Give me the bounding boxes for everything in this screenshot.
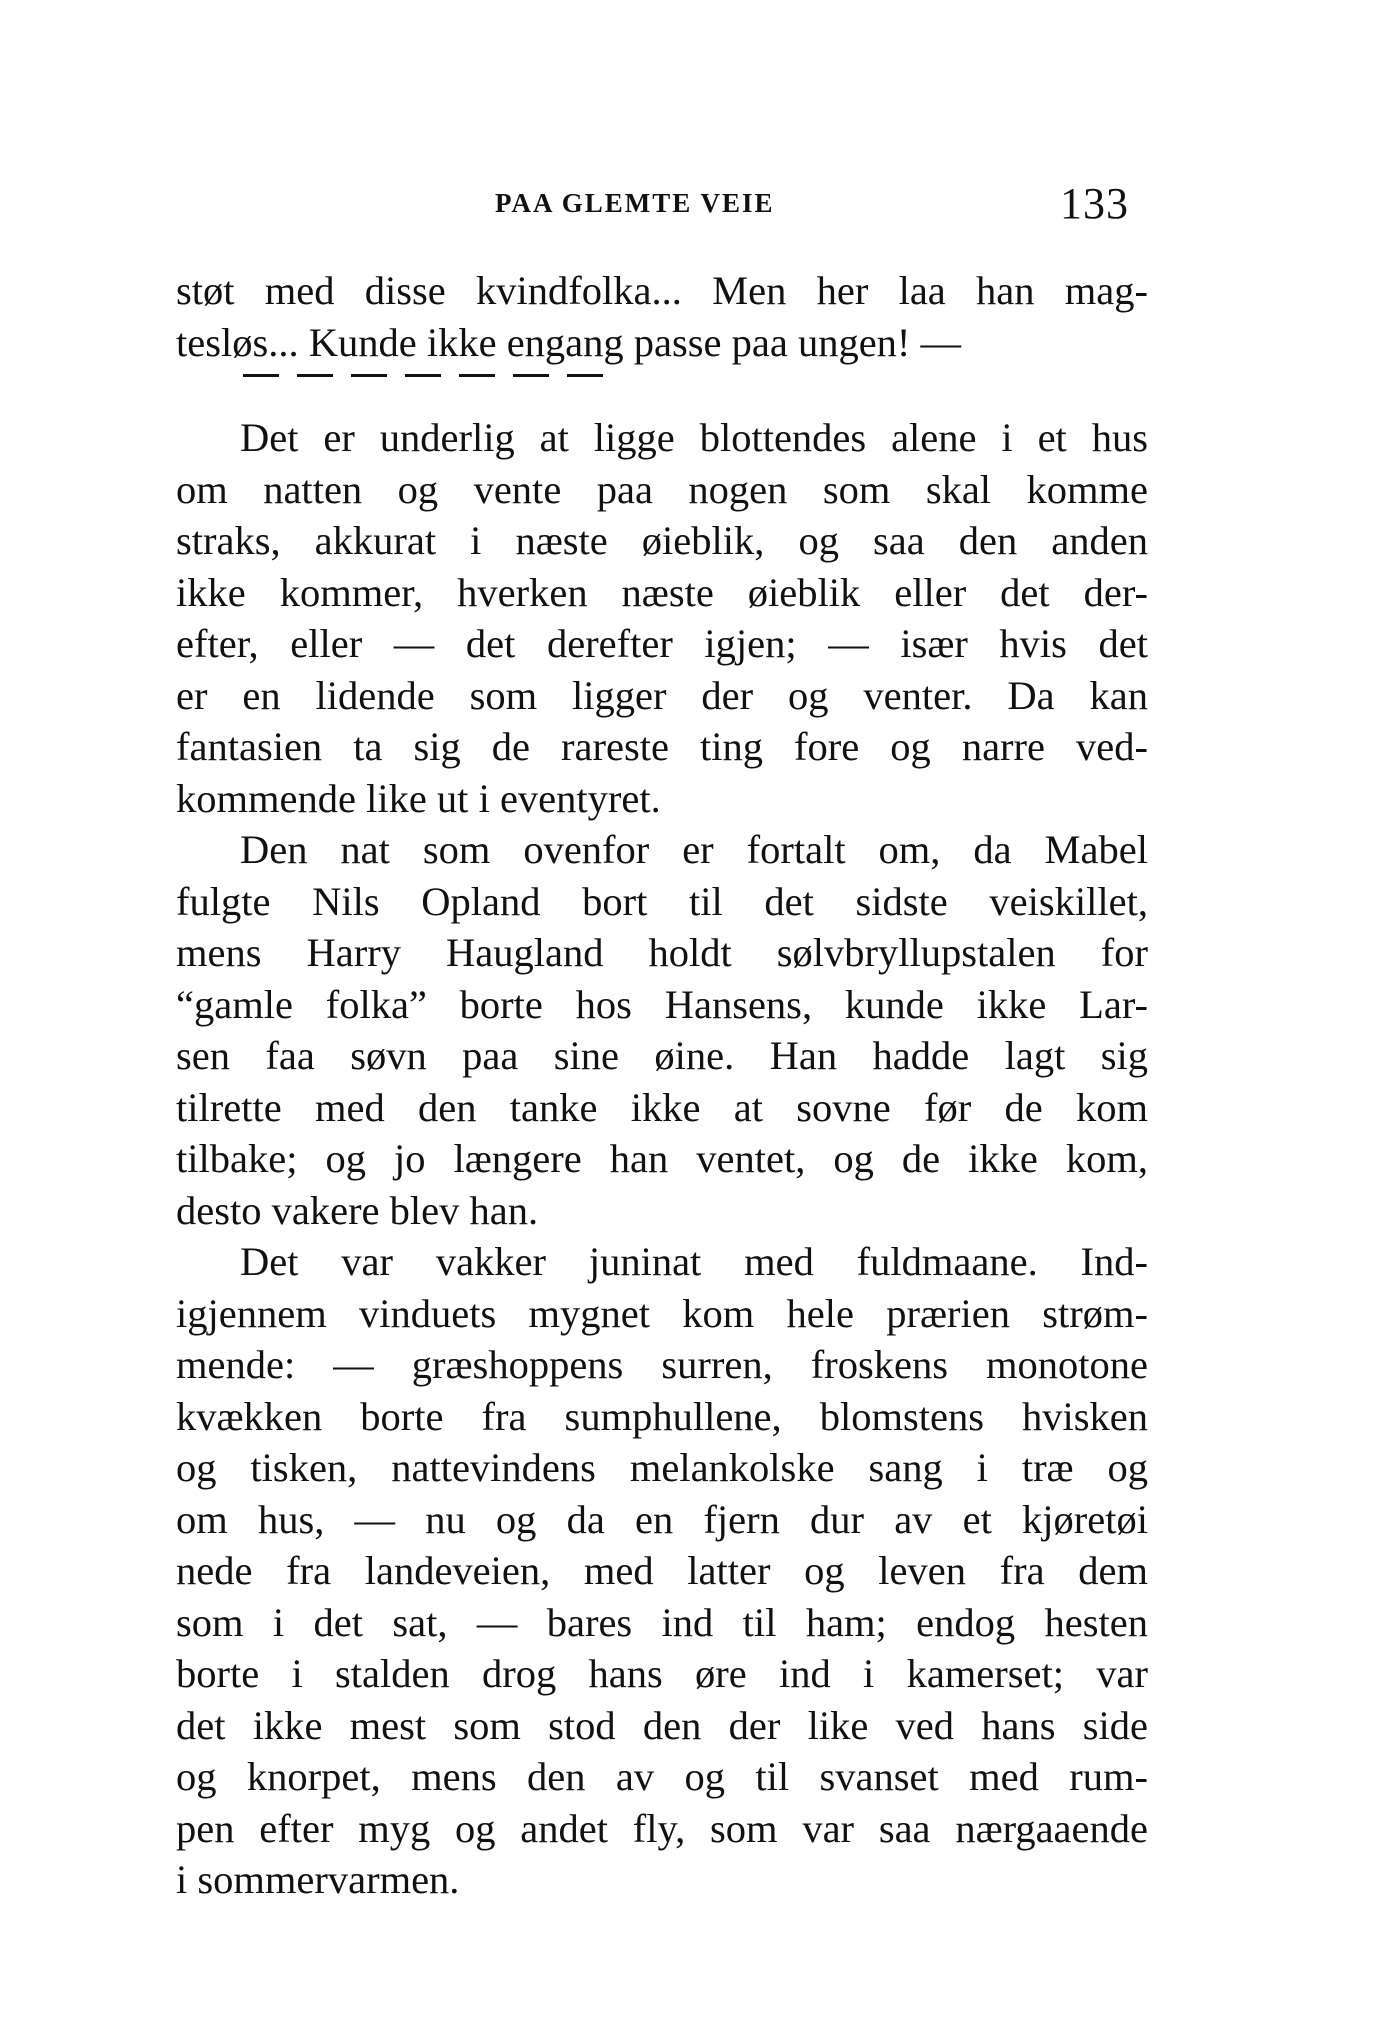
text-line: straks, akkurat i næste øieblik, og saa den anden: [176, 518, 1148, 563]
text-line: kvækken borte fra sumphullene, blomstens hvisken: [176, 1393, 1148, 1439]
section-break-dash: [513, 374, 549, 377]
section-break-dash: [243, 374, 279, 377]
section-break: [176, 368, 1148, 412]
section-break-dash: [567, 374, 603, 377]
running-title: PAA GLEMTE VEIE: [495, 188, 775, 218]
text-line: ikke kommer, hverken næste øieblik eller det der-: [176, 569, 1148, 615]
text-line: tilrette med den tanke ikke at sovne før de kom: [176, 1084, 1148, 1130]
text-line: mens Harry Haugland holdt sølvbryllupstalen for: [176, 930, 1148, 975]
text-line: om natten og vente paa nogen som skal komme: [176, 466, 1148, 512]
text-line: tilbake; og jo længere han ventet, og de ikke kom,: [176, 1136, 1148, 1181]
text-line: i sommervarmen.: [176, 1857, 460, 1902]
paragraph-2: [176, 824, 1148, 1236]
text-line: det ikke mest som stod den der like ved hans side: [176, 1702, 1148, 1748]
text-line: efter, eller — det derefter igjen; — især hvis det: [176, 621, 1148, 666]
text-line: nede fra landeveien, med latter og leven fra dem: [176, 1548, 1148, 1593]
text-line: Det er underlig at ligge blottendes alene i et hus: [240, 415, 1148, 460]
text-line: og tisken, nattevindens melankolske sang i træ og: [176, 1445, 1148, 1490]
text-line: om hus, — nu og da en fjern dur av et kjøretøi: [176, 1496, 1148, 1542]
text-line: støt med disse kvindfolka... Men her laa han mag-: [176, 268, 1148, 313]
section-break-dash: [297, 374, 333, 377]
paragraph-1: [176, 412, 1148, 824]
text-line: kommende like ut i eventyret.: [176, 775, 661, 821]
text-line: mende: — græshoppens surren, froskens monotone: [176, 1342, 1148, 1387]
text-line: tesløs... Kunde ikke engang passe paa ungen! —: [176, 319, 962, 365]
text-line: igjennem vinduets mygnet kom hele prærien strøm-: [176, 1290, 1148, 1336]
page-number: 133: [1060, 179, 1129, 228]
text-line: som i det sat, — bares ind til ham; endog hesten: [176, 1599, 1148, 1645]
text-line: pen efter myg og andet fly, som var saa nærgaaende: [176, 1805, 1148, 1851]
text-line: borte i stalden drog hans øre ind i kamerset; var: [176, 1651, 1148, 1696]
text-line: er en lidende som ligger der og venter. Da kan: [176, 672, 1148, 718]
paragraph-3: [176, 1236, 1148, 1906]
section-break-dash: [459, 374, 495, 377]
text-line: sen faa søvn paa sine øine. Han hadde lagt sig: [176, 1033, 1148, 1078]
running-header: [0, 178, 1400, 238]
body-text: [176, 265, 1148, 1906]
text-line: fantasien ta sig de rareste ting fore og narre ved-: [176, 724, 1148, 769]
text-line: fulgte Nils Opland bort til det sidste veiskillet,: [176, 878, 1148, 924]
text-line: “gamle folka” borte hos Hansens, kunde ikke Lar-: [176, 981, 1148, 1027]
text-line: Det var vakker juninat med fuldmaane. Ind-: [240, 1239, 1148, 1284]
continuation-paragraph: [176, 265, 1148, 368]
text-line: Den nat som ovenfor er fortalt om, da Mabel: [240, 827, 1148, 872]
text-line: desto vakere blev han.: [176, 1187, 539, 1233]
text-line: og knorpet, mens den av og til svanset med rum-: [176, 1754, 1148, 1799]
section-break-dash: [351, 374, 387, 377]
section-break-dash: [405, 374, 441, 377]
